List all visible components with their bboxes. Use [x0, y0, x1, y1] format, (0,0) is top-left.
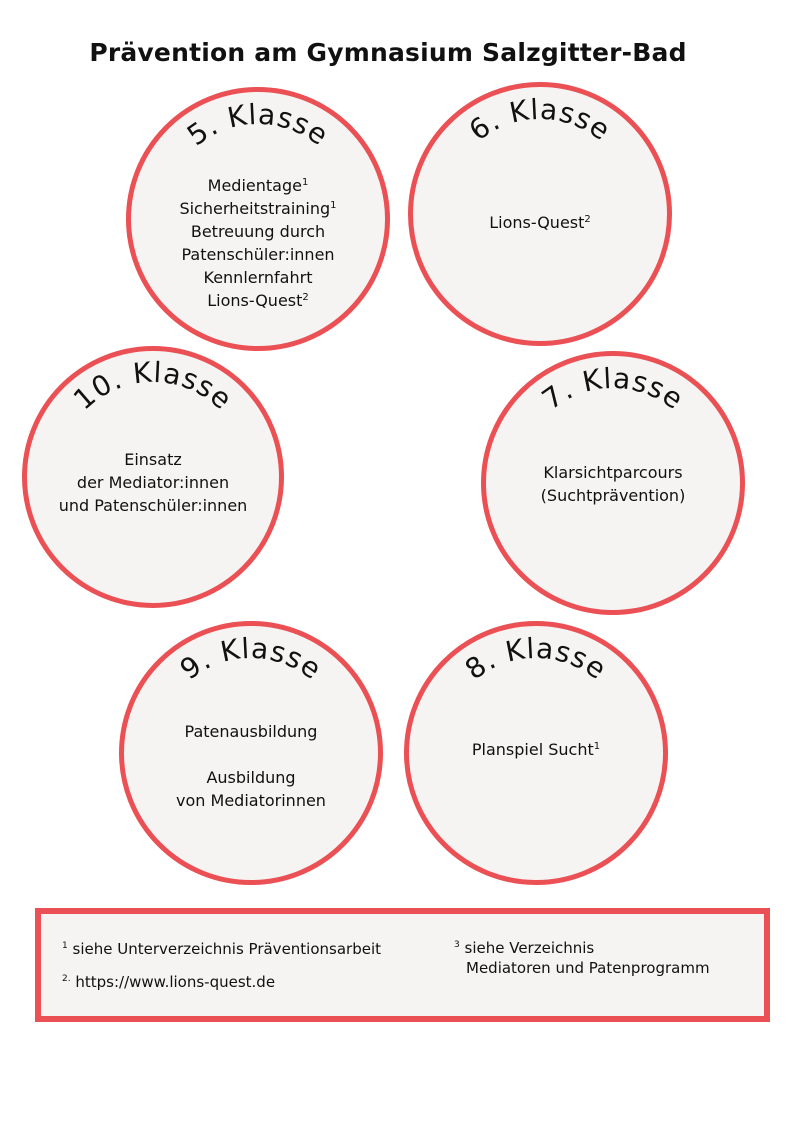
- grade-5-label: 5. Klasse: [181, 97, 335, 153]
- grade-6-list: [413, 211, 667, 234]
- footnote-text: siehe Verzeichnis: [464, 939, 595, 957]
- grade-9-circle: [119, 621, 383, 885]
- grade-5-item: Kennlernfahrt: [203, 268, 313, 287]
- grade-7-circle: [481, 351, 745, 615]
- footnotes-box: [35, 908, 770, 1022]
- footnote-ref: 2: [584, 214, 591, 225]
- footnote-marker: 1: [62, 941, 68, 951]
- footnote-ref: 1: [301, 177, 309, 188]
- grade-9-item: von Mediatorinnen: [176, 791, 326, 810]
- grade-8-item: Planspiel Sucht: [471, 740, 594, 759]
- footnote-2: [62, 972, 275, 992]
- footnote-marker: 2.: [62, 974, 71, 984]
- grade-9-label: 9. Klasse: [174, 631, 328, 687]
- spacer: [124, 743, 378, 766]
- grade-5-list: [131, 174, 385, 312]
- page-title: Prävention am Gymnasium Salzgitter-Bad: [89, 38, 687, 67]
- footnote-marker: 3: [454, 940, 460, 950]
- grade-9-item: Ausbildung: [206, 768, 296, 787]
- footnote-ref: 1: [593, 741, 601, 752]
- grade-10-circle: [22, 346, 284, 608]
- grade-8-list: [409, 738, 663, 761]
- footnote-link[interactable]: https://www.lions-quest.de: [75, 973, 276, 991]
- footnote-ref: 2: [302, 292, 309, 303]
- grade-10-item: der Mediator:innen: [76, 473, 230, 492]
- grade-7-label: 7. Klasse: [536, 361, 690, 417]
- grade-5-item: Medientage: [207, 176, 302, 195]
- grade-8-label: 8. Klasse: [459, 631, 613, 687]
- grade-9-item: Patenausbildung: [184, 722, 318, 741]
- grade-7-item: (Suchtprävention): [540, 486, 686, 505]
- grade-10-item: Einsatz: [124, 450, 182, 469]
- footnote-3: [454, 938, 710, 978]
- footnote-ref: 1: [330, 200, 337, 211]
- grade-7-list: [486, 461, 740, 507]
- footnote-text: siehe Unterverzeichnis Präventionsarbeit: [72, 940, 382, 958]
- grade-7-item: Klarsichtparcours: [543, 463, 683, 482]
- grade-10-label: 10. Klasse: [67, 355, 239, 417]
- grade-9-list: [124, 720, 378, 812]
- grade-5-circle: [126, 87, 390, 351]
- grade-5-item: Lions-Quest: [207, 291, 303, 310]
- grade-5-item: Sicherheitstraining: [179, 199, 331, 218]
- grade-6-label: 6. Klasse: [463, 92, 617, 148]
- grade-10-item: und Patenschüler:innen: [58, 496, 248, 515]
- grade-8-circle: [404, 621, 668, 885]
- footnote-1: [62, 939, 381, 959]
- footnote-text: Mediatoren und Patenprogramm: [466, 959, 710, 977]
- grade-10-list: [27, 448, 279, 517]
- grade-6-item: Lions-Quest: [489, 213, 585, 232]
- grade-5-item: Patenschüler:innen: [181, 245, 335, 264]
- grade-6-circle: [408, 82, 672, 346]
- grade-5-item: Betreuung durch: [190, 222, 326, 241]
